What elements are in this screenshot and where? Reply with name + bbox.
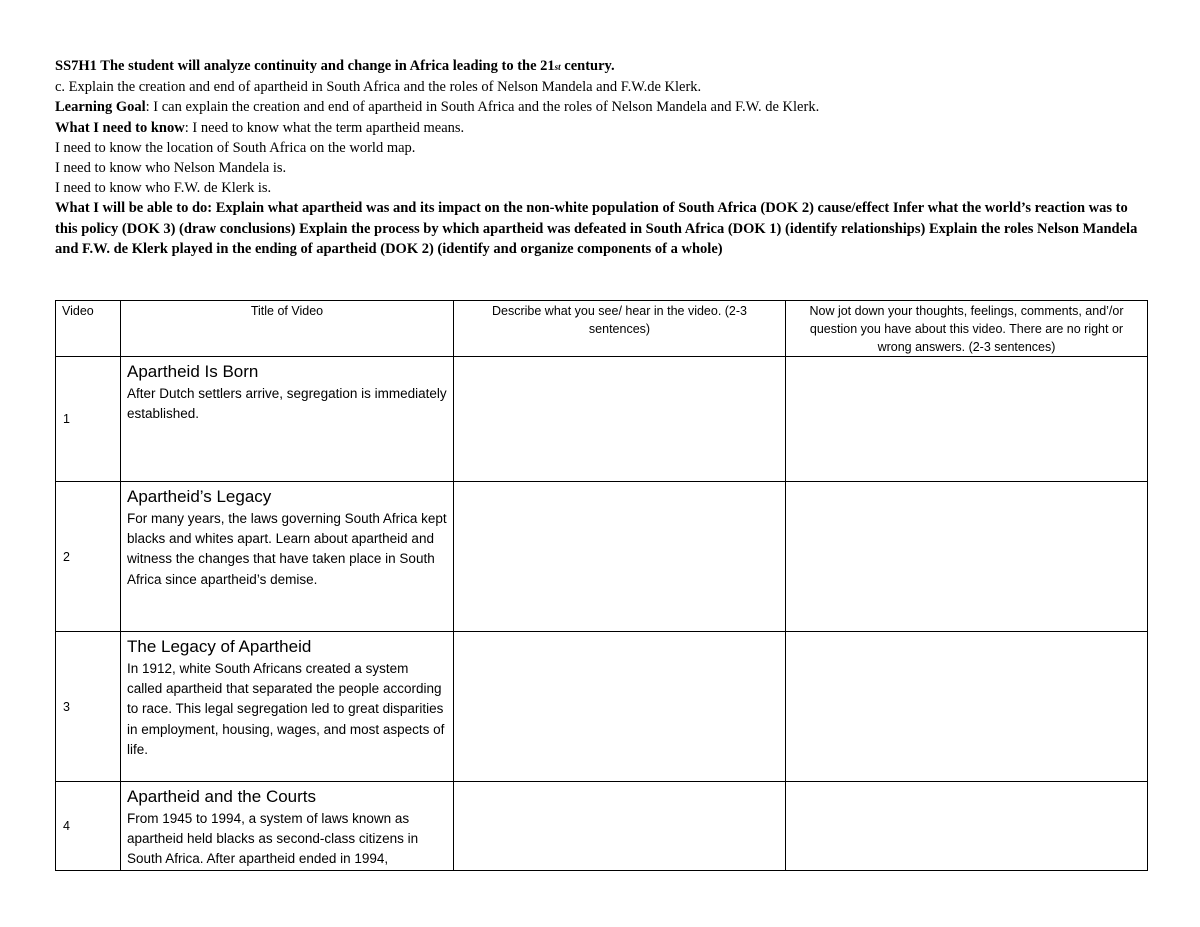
thoughts-cell[interactable]	[786, 632, 1148, 782]
video-title: Apartheid’s Legacy	[127, 487, 272, 506]
video-title-cell	[121, 357, 454, 482]
standard-code: SS7H1	[55, 58, 97, 74]
video-number: 4	[56, 782, 121, 871]
learning-goal-label: Learning Goal	[55, 99, 146, 116]
need-to-know-label: What I need to know	[55, 119, 185, 136]
need-line-mandela: I need to know who Nelson Mandela is.	[55, 160, 287, 177]
able-to-do-paragraph: What I will be able to do: Explain what apartheid was and its impact on the non-white population of South Africa (DOK 2) cause/effect Infer what the world’s reaction was to this policy (DOK 3) (draw conclusions) Explain the process by which apartheid was defeated in South Africa (DOK 1) (identify relationships) Explain the roles Nelson Mandela and F.W. de Klerk played in the ending of apartheid (DOK 2) (identify and organize components of a whole)	[55, 200, 1138, 257]
see-hear-cell[interactable]	[454, 782, 786, 871]
video-number: 2	[56, 482, 121, 632]
thoughts-cell[interactable]	[786, 357, 1148, 482]
video-title-cell	[121, 482, 454, 632]
video-description: For many years, the laws governing South Africa kept blacks and whites apart. Learn about apartheid and witness the changes that have taken place in South Africa since apartheid’s demise.	[127, 511, 447, 587]
standards-header	[55, 56, 1145, 259]
header-title-of-video: Title of Video	[121, 301, 454, 357]
video-description: In 1912, white South Africans created a system called apartheid that separated the people according to race. This legal segregation led to great disparities in employment, housing, wages, and most aspects of life.	[127, 661, 445, 757]
video-table	[55, 300, 1148, 871]
see-hear-cell[interactable]	[454, 632, 786, 782]
see-hear-cell[interactable]	[454, 482, 786, 632]
header-describe: Describe what you see/ hear in the video. (2-3 sentences)	[454, 301, 786, 357]
video-title: Apartheid and the Courts	[127, 787, 317, 806]
thoughts-cell[interactable]	[786, 482, 1148, 632]
header-video: Video	[56, 301, 121, 357]
need-to-know-text: : I need to know what the term apartheid means.	[184, 119, 465, 136]
header-thoughts: Now jot down your thoughts, feelings, comments, and’/or question you have about this video. There are no right or wrong answers. (2-3 sentences)	[786, 301, 1148, 357]
thoughts-cell[interactable]	[786, 782, 1148, 871]
standard-line	[55, 56, 1145, 77]
see-hear-cell[interactable]	[454, 357, 786, 482]
video-description: After Dutch settlers arrive, segregation is immediately established.	[127, 386, 447, 422]
video-title: The Legacy of Apartheid	[127, 637, 312, 656]
video-description: From 1945 to 1994, a system of laws known as apartheid held blacks as second-class citizens in South Africa. After apartheid ended in 1994,	[127, 811, 419, 867]
video-title-cell	[121, 632, 454, 782]
standard-ordinal-suffix: st	[554, 62, 561, 72]
element-c-line: c. Explain the creation and end of apartheid in South Africa and the roles of Nelson Mandela and F.W.de Klerk.	[55, 79, 702, 96]
need-line-location: I need to know the location of South Africa on the world map.	[55, 139, 416, 156]
table-row	[56, 482, 1148, 632]
standard-text-end: century.	[560, 58, 615, 74]
learning-goal-text: : I can explain the creation and end of apartheid in South Africa and the roles of Nelson Mandela and F.W. de Klerk.	[145, 99, 820, 116]
video-title-cell	[121, 782, 454, 871]
video-number: 3	[56, 632, 121, 782]
standard-text: The student will analyze continuity and change in Africa leading to the 21	[96, 58, 555, 74]
video-number: 1	[56, 357, 121, 482]
video-title-clip	[127, 785, 447, 867]
need-to-know-line	[55, 118, 1145, 138]
table-row	[56, 782, 1148, 871]
table-row	[56, 632, 1148, 782]
table-row	[56, 357, 1148, 482]
video-title: Apartheid Is Born	[127, 362, 259, 381]
learning-goal-line	[55, 97, 1145, 117]
table-header-row	[56, 301, 1148, 357]
need-line-deklerk: I need to know who F.W. de Klerk is.	[55, 180, 272, 197]
